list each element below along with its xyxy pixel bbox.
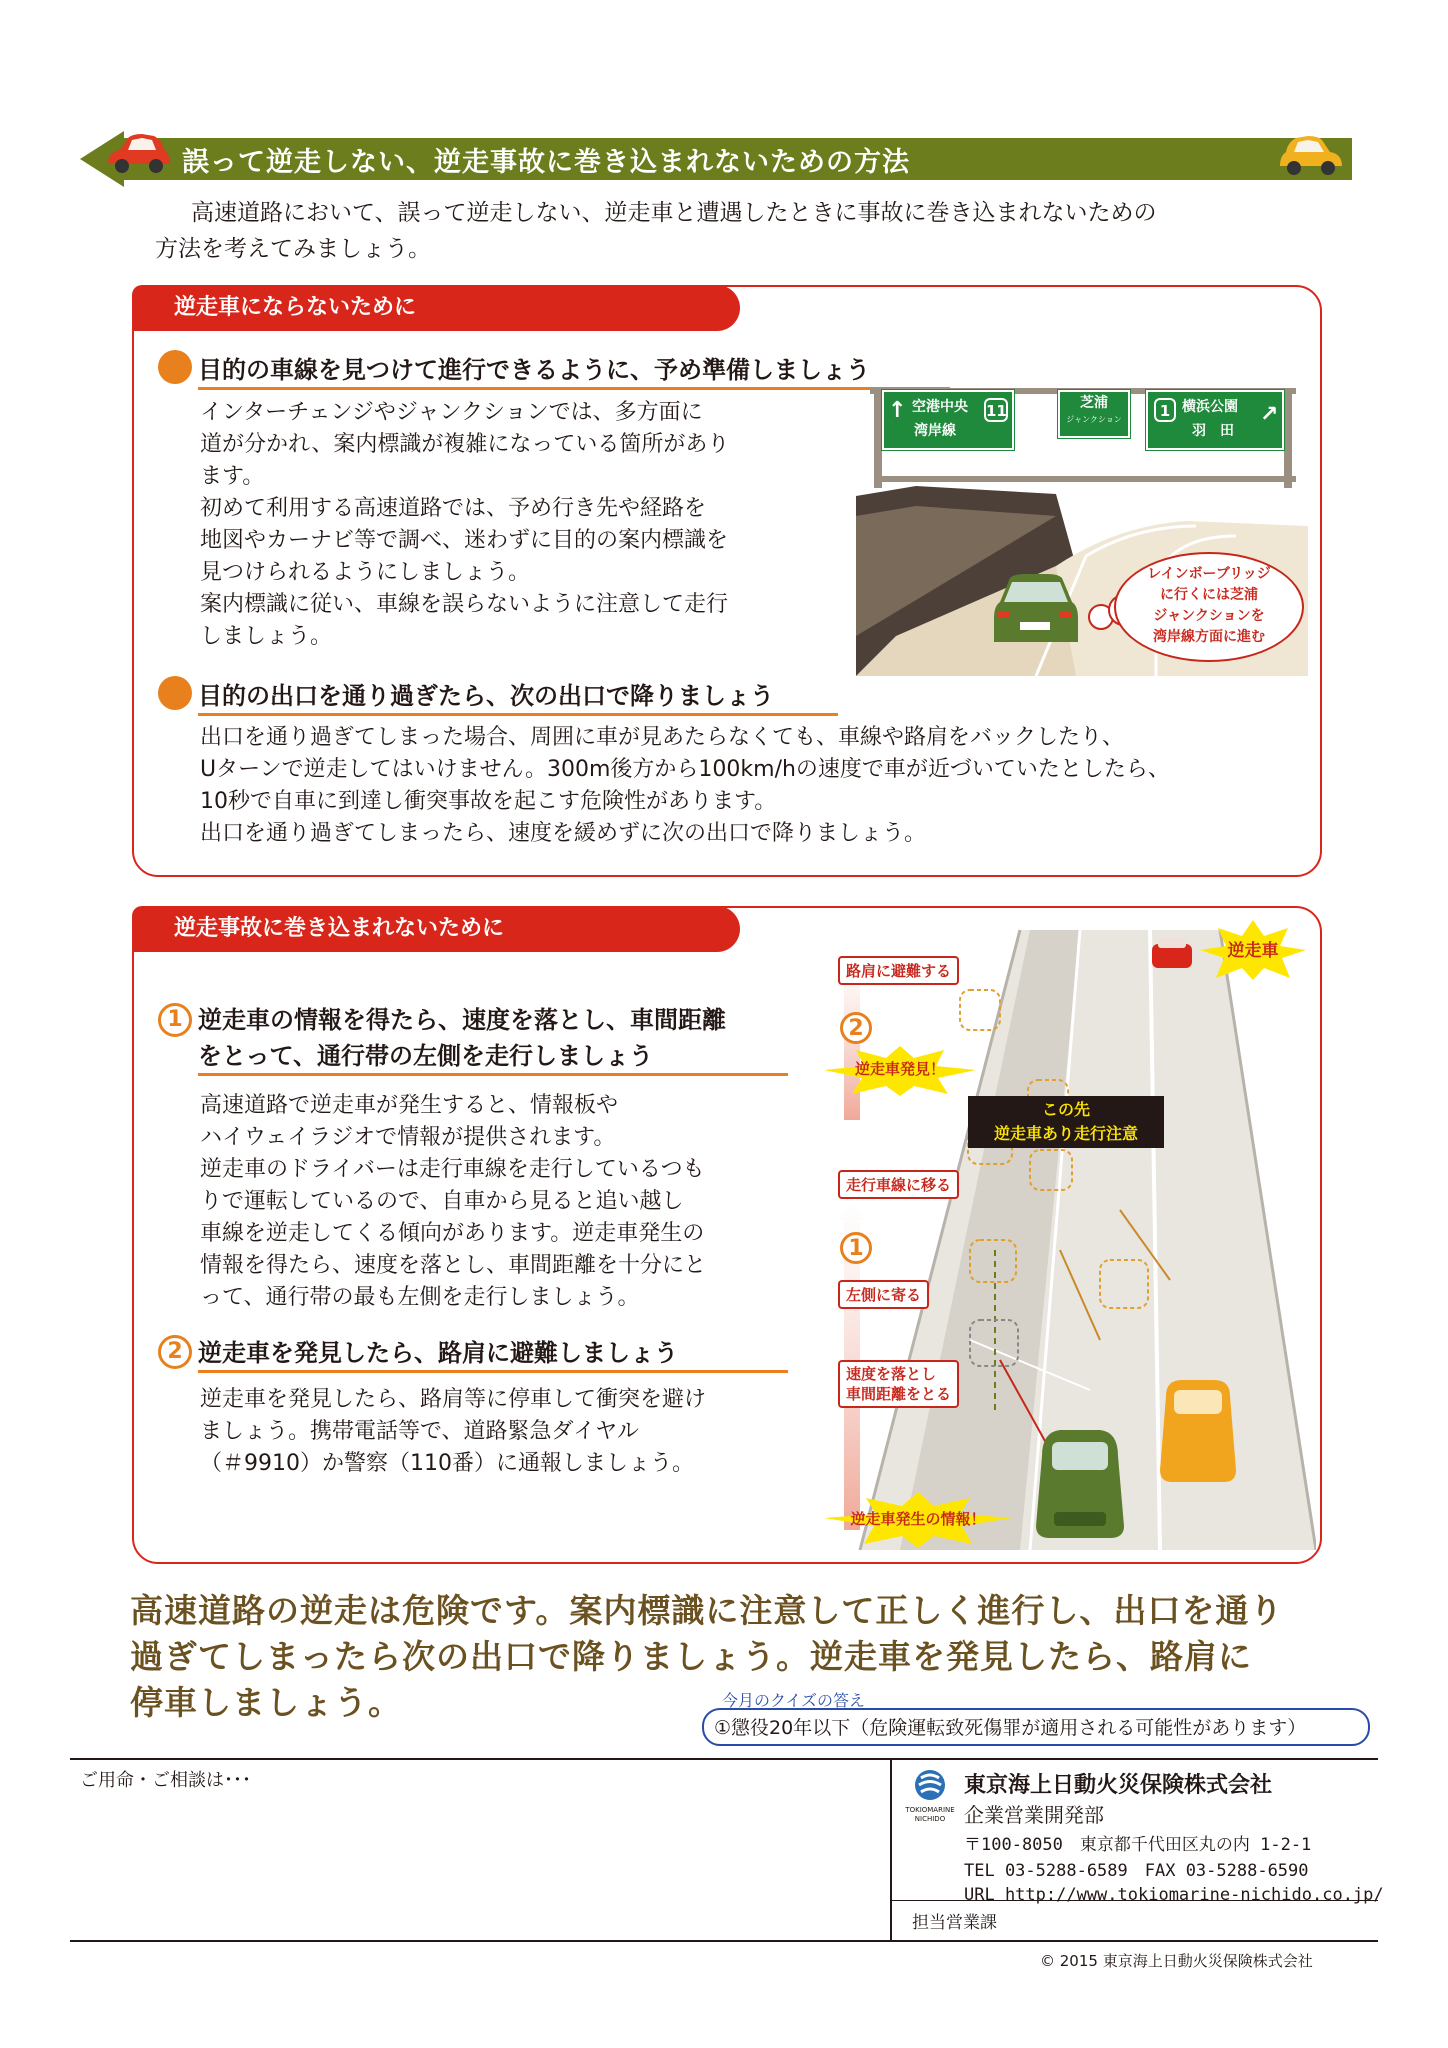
section2-sub1-body	[200, 1090, 790, 1314]
wrongway-star-label: 逆走車	[1227, 941, 1279, 961]
illus-step-2: 2	[840, 1012, 872, 1044]
phone-fax: TEL 03-5288-6589 FAX 03-5288-6590	[964, 1861, 1309, 1881]
body-line: 道が分かれ、案内標識が複雑になっている箇所があり	[200, 432, 730, 457]
yellow-car-icon	[1156, 1376, 1240, 1486]
bubble-line: 湾岸線方面に進む	[1153, 629, 1265, 645]
sign-left-line1: 空港中央	[912, 399, 968, 415]
step-number-2: 2	[158, 1335, 192, 1369]
callout-slow-line1: 速度を落とし	[846, 1365, 937, 1383]
intro-paragraph	[155, 195, 1325, 267]
staff-label: 担当営業課	[912, 1913, 997, 1933]
arrow-up-icon: ↑	[888, 398, 907, 423]
body-line: Uターンで逆走してはいけません。300m後方から100km/hの速度で車が近づいていたとしたら、	[200, 757, 1170, 782]
sign-mid-line1: 芝浦	[1080, 395, 1108, 411]
own-car-icon	[1030, 1426, 1130, 1542]
copyright: © 2015 東京海上日動火災保険株式会社	[1040, 1952, 1313, 1970]
yellow-car-icon	[1278, 134, 1348, 178]
section1-sub1-bullet	[158, 350, 192, 388]
intro-line-1: 高速道路において、誤って逆走しない、逆走車と遭遇したときに事故に巻き込まれないための	[191, 200, 1157, 226]
intro-line-2: 方法を考えてみましょう。	[155, 236, 431, 262]
sign-mid-line2: ジャンクション	[1066, 415, 1122, 424]
body-line: 案内標識に従い、車線を誤らないように注意して走行	[200, 592, 729, 617]
body-line: りで運転しているので、自車から見ると追い越し	[200, 1189, 684, 1214]
quiz-label: 今月のクイズの答え	[722, 1691, 866, 1710]
section1-sub2-body	[200, 722, 1310, 850]
body-line: しましょう。	[200, 624, 333, 649]
section2-tab: 逆走事故に巻き込まれないために	[132, 906, 740, 952]
section2-sub1-heading-line1: 逆走車の情報を得たら、速度を落とし、車間距離	[198, 1006, 726, 1034]
quiz-answer: ①懲役20年以下（危険運転致死傷罪が適用される可能性があります）	[702, 1708, 1370, 1746]
footer-bottom-rule	[70, 1940, 1378, 1942]
bubble-line: レインボーブリッジ	[1147, 566, 1271, 582]
callout-shoulder: 路肩に避難する	[838, 956, 959, 985]
sign-right-line2: 羽 田	[1192, 423, 1234, 439]
body-line: 車線を逆走してくる傾向があります。逆走車発生の	[200, 1221, 705, 1246]
contact-label: ご用命・ご相談は･･･	[80, 1770, 251, 1791]
body-line: 逆走車を発見したら、路肩等に停車して衝突を避け	[200, 1387, 707, 1412]
company-logo	[900, 1768, 960, 1828]
body-line: インターチェンジやジャンクションでは、多方面に	[200, 400, 703, 425]
board-line1: この先	[1041, 1100, 1090, 1119]
board-line2: 逆走車あり走行注意	[993, 1124, 1138, 1143]
section2-sub1-heading-line2: をとって、通行帯の左側を走行しましょう	[198, 1036, 788, 1076]
body-line: 逆走車のドライバーは走行車線を走行しているつも	[200, 1157, 705, 1182]
step-number-1: 1	[158, 1003, 192, 1037]
arrow-up-right-icon: ↗	[1260, 402, 1279, 427]
logo-icon	[913, 1768, 947, 1802]
summary-line: 高速道路の逆走は危険です。案内標識に注意して正しく進行し、出口を通り	[130, 1591, 1284, 1630]
summary-line: 停車しましょう。	[130, 1683, 402, 1722]
body-line: ます。	[200, 464, 265, 489]
section2-sub2-body	[200, 1384, 790, 1480]
address: 〒100-8050 東京都千代田区丸の内 1-2-1	[964, 1835, 1312, 1855]
summary-line: 過ぎてしまったら次の出口で降りましょう。逆走車を発見したら、路肩に	[130, 1637, 1252, 1676]
speech-bubble	[1114, 552, 1304, 662]
section2-sub2-heading: 逆走車を発見したら、路肩に避難しましょう	[198, 1333, 788, 1373]
body-line: 出口を通り過ぎてしまったら、速度を緩めずに次の出口で降りましょう。	[200, 821, 927, 846]
header-banner	[80, 138, 1352, 180]
company-name: 東京海上日動火災保険株式会社	[964, 1773, 1273, 1798]
body-line: 出口を通り過ぎてしまった場合、周囲に車が見あたらなくても、車線や路肩をバックしたり、	[200, 725, 1125, 750]
sign-left	[882, 390, 1014, 450]
body-line: ましょう。携帯電話等で、道路緊急ダイヤル	[200, 1419, 639, 1444]
body-line: 見つけられるようにしましょう。	[200, 560, 531, 585]
sign-left-line2: 湾岸線	[914, 423, 956, 439]
section1-sub2-bullet	[158, 676, 192, 714]
section1-sub1-heading: 目的の車線を見つけて進行できるように、予め準備しましょう	[198, 350, 950, 390]
logo-text-1: TOKIOMARINE	[905, 1806, 955, 1814]
logo-text-2: NICHIDO	[914, 1815, 946, 1823]
callout-lane: 走行車線に移る	[838, 1170, 959, 1199]
footer-divider	[890, 1758, 892, 1940]
body-line: 地図やカーナビ等で調べ、迷わずに目的の案内標識を	[200, 528, 729, 553]
body-line: ハイウェイラジオで情報が提供されます。	[200, 1125, 616, 1150]
body-line: 情報を得たら、速度を落とし、車間距離を十分にと	[200, 1253, 707, 1278]
website-url[interactable]: URL http://www.tokiomarine-nichido.co.jp/	[964, 1885, 1384, 1905]
route-badge-11: 11	[984, 398, 1008, 422]
page-title: 誤って逆走しない、逆走事故に巻き込まれないための方法	[182, 147, 910, 178]
bubble-line: ジャンクションを	[1153, 608, 1265, 624]
section1-sub2-heading: 目的の出口を通り過ぎたら、次の出口で降りましょう	[198, 676, 838, 716]
sign-right-line1: 横浜公園	[1182, 399, 1238, 415]
green-car-icon	[990, 572, 1080, 652]
footer-top-rule	[70, 1758, 1378, 1760]
body-line: 10秒で自車に到達し衝突事故を起こす危険性があります。	[200, 789, 777, 814]
found-star-label: 逆走車発見！	[854, 1060, 945, 1078]
info-star-label: 逆走車発生の情報！	[850, 1510, 986, 1528]
section1-tab: 逆走車にならないために	[132, 285, 740, 331]
department: 企業営業開発部	[964, 1803, 1104, 1827]
callout-slow-line2: 車間距離をとる	[846, 1385, 952, 1403]
route-badge-1: 1	[1154, 398, 1176, 422]
body-line: （＃9910）か警察（110番）に通報しましょう。	[200, 1451, 694, 1476]
illus-step-1: 1	[840, 1232, 872, 1264]
wrongway-illustration	[820, 920, 1316, 1550]
section1-sub1-body	[200, 397, 800, 653]
callout-slow	[838, 1360, 959, 1408]
sign-right	[1146, 390, 1284, 450]
callout-left: 左側に寄る	[838, 1280, 929, 1309]
red-car-icon	[102, 132, 172, 176]
warning-board	[968, 1096, 1164, 1148]
bubble-line: に行くには芝浦	[1160, 587, 1258, 603]
sign-middle	[1058, 390, 1130, 438]
wrongway-car-icon	[1150, 936, 1194, 972]
junction-illustration	[856, 376, 1308, 676]
body-line: って、通行帯の最も左側を走行しましょう。	[200, 1285, 640, 1310]
body-line: 初めて利用する高速道路では、予め行き先や経路を	[200, 496, 707, 521]
body-line: 高速道路で逆走車が発生すると、情報板や	[200, 1093, 619, 1118]
